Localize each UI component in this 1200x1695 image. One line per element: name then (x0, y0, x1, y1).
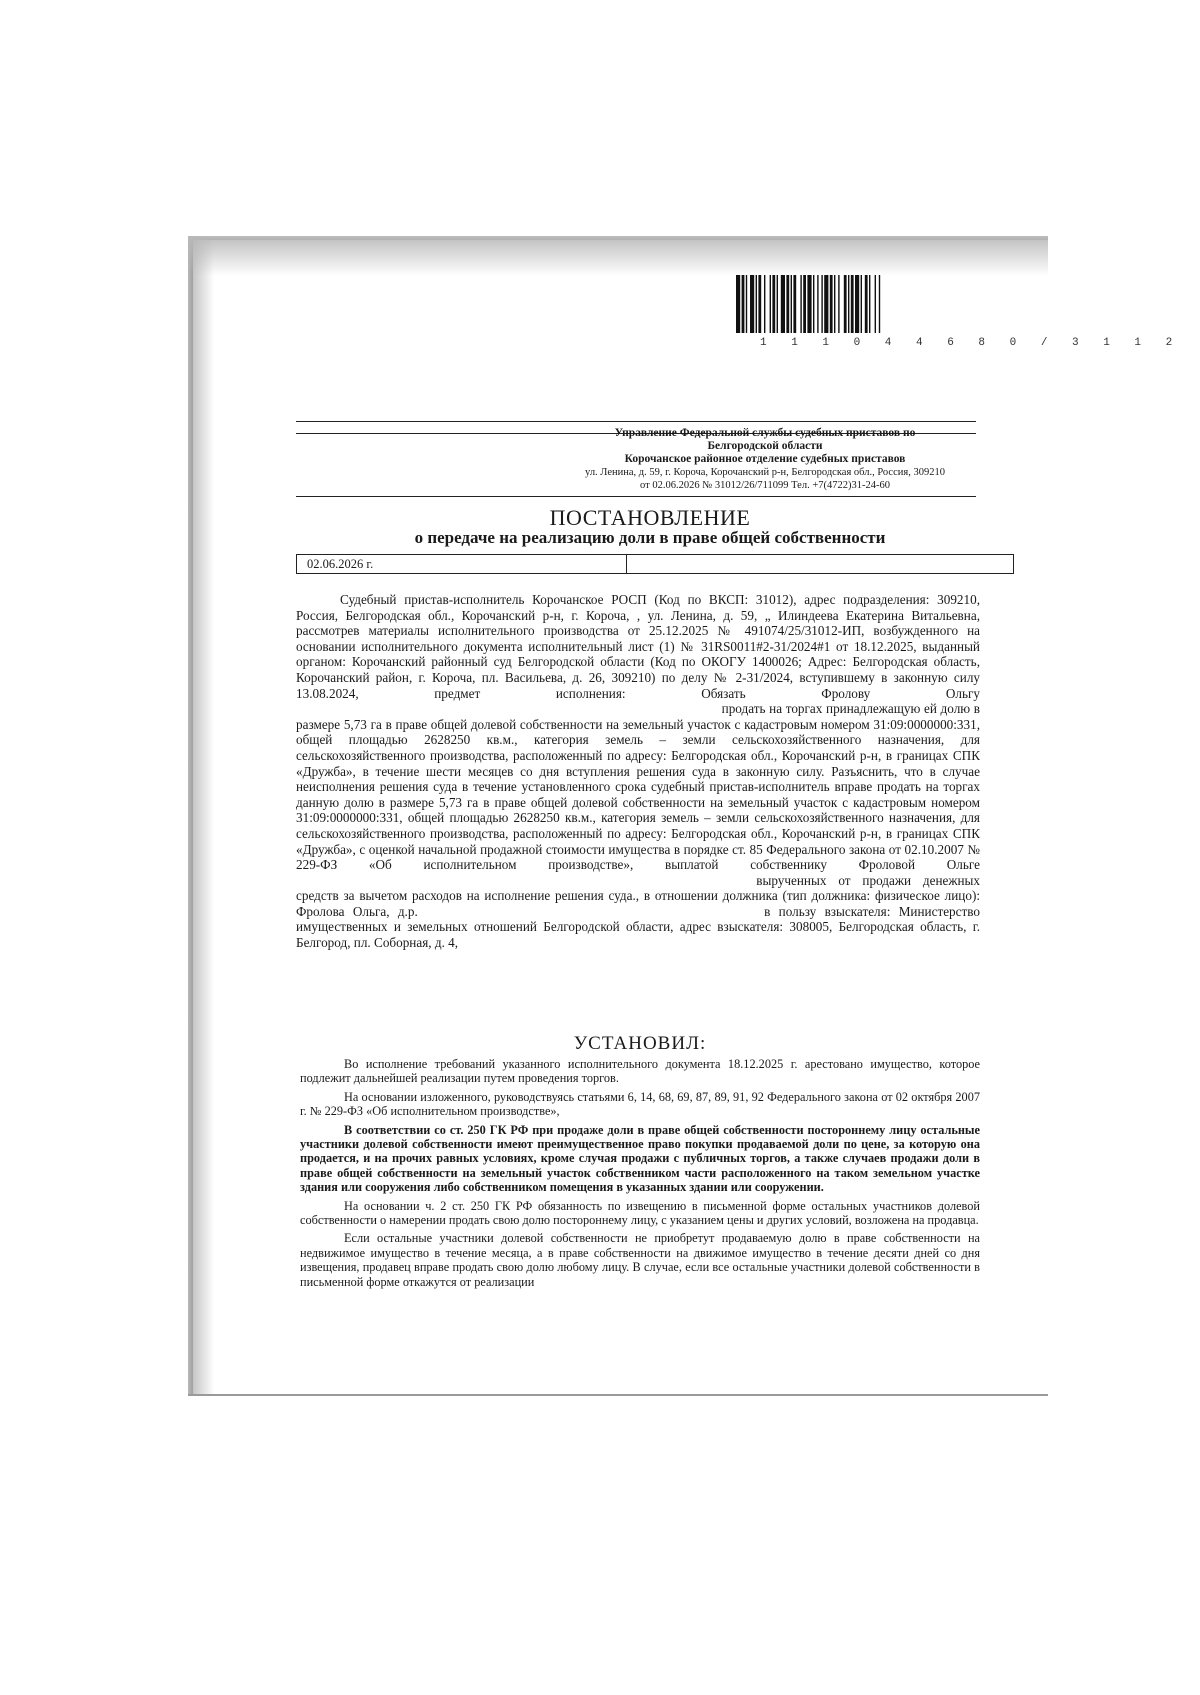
org-address: ул. Ленина, д. 59, г. Короча, Корочанский р-н, Белгородская обл., Россия, 309210 (585, 467, 945, 478)
barcode-bar (834, 275, 835, 333)
barcode-bar (875, 275, 876, 333)
established-paragraph: На основании изложенного, руководствуясь статьями 6, 14, 68, 69, 87, 89, 91, 92 Федерального закона от 02 октября 2007 г. № 229-ФЗ «Об исполнительном производстве», (300, 1089, 980, 1119)
body-paragraph-c: вырученных от продажи денежных средств за вычетом расходов на исполнение решения суда., в отношении должника (тип должника: физическое лицо): Фролова Ольга, д.р. (296, 872, 981, 919)
established-heading: УСТАНОВИЛ: (573, 1033, 707, 1054)
barcode-bar (758, 275, 761, 333)
barcode-bar (742, 275, 745, 333)
org-line2: Белгородской области (707, 440, 823, 452)
redacted-area: xxxxxxxxxxxxxxxxxxxxxxxxxxxxxxxxxxxxxxxxxxxxxxxxxxxxxxxxxxxxxxxx (296, 701, 718, 717)
body-paragraph-b: продать на торгах принадлежащую ей долю в размере 5,73 га в праве общей долевой собственности на земельный участок с кадастровым номером 31:09:0000000:331, общей площадью 2628250 кв.м., категория земель – земли сельскохозяйственного назначения, для сельскохозяйственного производства, расположенный по адресу: Белгородская обл., Корочанский р-н, в границах СПК «Дружба», в течение шести месяцев со дня вступления решения суда в законную силу. Разъяснить, что в случае неисполнения решения суда в течение установленного срока судебный пристав-исполнитель вправе продать на торгах данную долю в размере 5,73 га в праве общей долевой собственности на земельный участок с кадастровым номером 31:09:0000000:331, общей площадью 2628250 кв.м., категория земель – земли сельскохозяйственного назначения, для сельскохозяйственного производства, расположенный по адресу: Белгородская обл., Корочанский р-н, в границах СПК «Дружба», с оценкой начальной продажной стоимости имущества в порядке ст. 85 Федерального закона от 02.10.2007 № 229-ФЗ «Об исполнительном производстве», выплатой собственнику Фроловой Ольге (296, 701, 981, 873)
barcode-bar (813, 275, 814, 333)
barcode-bar (807, 275, 811, 333)
org-block (560, 427, 970, 492)
barcode-bar (800, 275, 801, 333)
barcode-bar (764, 275, 765, 333)
body-text (296, 592, 980, 951)
barcode-bar (786, 275, 789, 333)
barcode-number: 1 1 1 0 4 4 6 8 0 / 3 1 1 2 (760, 337, 1182, 349)
date-field (296, 554, 1014, 574)
header-rule-bottom (296, 496, 976, 497)
barcode-bar (793, 275, 796, 333)
scan-shadow-top (188, 236, 1048, 276)
barcode-bar (879, 275, 880, 333)
barcode-bar (803, 275, 806, 333)
body-paragraph-a: Судебный пристав-исполнитель Корочанское РОСП (Код по ВКСП: 31012), адрес подразделения: 309210, Россия, Белгородская обл., Корочанский р-н, г. Короча, , ул. Ленина, д. 59, „ Илиндеева Екатерина Витальевна, рассмотрев материалы исполнительного производства от 25.12.2025 № 491074/25/31012-ИП, возбужденного на основании исполнительного документа исполнительный лист (1) № 31RS0011#2-31/2024#1 от 18.12.2025, выданный органом: Корочанский районный суд Белгородской области (Код по ОКОГУ 1400026; Адрес: Белгородская область, Корочанский район, г. Короча, пл. Васильева, д. 26, 309210) по делу № 2-31/2024, вступившему в законную силу 13.08.2024, предмет исполнения: Обязать Фролову Ольгу (296, 592, 980, 701)
body-paragraph-d: в пользу взыскателя: Министерство имущественных и земельных отношений Белгородской области, адрес взыскателя: 308005, Белгородская область, г. Белгород, пл. Соборная, д. 4, (296, 903, 980, 951)
barcode-bar (851, 275, 854, 333)
barcode-bar (750, 275, 754, 333)
barcode-bar (746, 275, 747, 333)
barcode-bar (830, 275, 833, 333)
redacted-area-3: xxxxxxxxxxxxxxxxxxxxxxxxxxxxxxxxxxxxxxxxxxxxxxxxxx (426, 903, 756, 919)
reg-line: от 02.06.2026 № 31012/26/711099 Тел. +7(4722)31-24-60 (640, 480, 890, 491)
barcode-bar (824, 275, 828, 333)
established-paragraph: На основании ч. 2 ст. 250 ГК РФ обязанность по извещению в письменной форме остальных участников долевой собственности о намерении продать свою долю постороннему лицу, с указанием цены и других условий, возложена на продавца. (300, 1198, 980, 1228)
barcode-bar (791, 275, 792, 333)
barcode-bar (838, 275, 839, 333)
barcode-bar (756, 275, 757, 333)
barcode-bar (817, 275, 818, 333)
org-line1: Управление Федеральной службы судебных приставов по (614, 427, 916, 439)
barcode-bar (869, 275, 870, 333)
barcode-bar (865, 275, 868, 333)
established-paragraph-bold: В соответствии со ст. 250 ГК РФ при продаже доли в праве общей собственности постороннему лицу остальные участники долевой собственности имеют преимущественное право покупки продаваемой доли по цене, за которую она продается, и на прочих равных условиях, кроме случая продажи с публичных торгов, а также случаев продажи доли в праве общей собственности на земельный участок собственником части расположенного на таком земельном участке здания или сооружения либо собственником помещения в указанных здании или сооружении. (300, 1122, 980, 1195)
barcode-bar (772, 275, 775, 333)
barcode-bar (736, 275, 740, 333)
barcode (736, 275, 1004, 333)
established-paragraph: Если остальные участники долевой собственности не приобретут продаваемую долю в праве собственности на недвижимое имущество в течение месяца, а в праве собственности на движимое имущество в течение десяти дней со дня извещения, продавец вправе продать свою долю любому лицу. В случае, если все остальные участники долевой собственности в письменной форме откажутся от реализации (300, 1231, 980, 1289)
date-value: 02.06.2026 г. (297, 555, 627, 573)
barcode-bar (844, 275, 847, 333)
barcode-bar (821, 275, 822, 333)
redacted-area-2: xxxxxxxxxxxxxxxxxxxxxxxxxxxxxxxxxxxxxxxxxxxxxxxxxxxxxxxxxxxxxxxxxxxx (296, 872, 745, 888)
document-subtitle: о передаче на реализацию доли в праве общей собственности (414, 528, 886, 547)
barcode-bar (848, 275, 849, 333)
barcode-bar (781, 275, 785, 333)
scan-shadow-left (188, 236, 214, 1396)
established-text (300, 1057, 980, 1293)
barcode-bar (777, 275, 778, 333)
org-line3: Корочанское районное отделение судебных приставов (624, 453, 906, 465)
document-title: ПОСТАНОВЛЕНИЕ (549, 505, 751, 530)
barcode-bar (770, 275, 771, 333)
barcode-bar (861, 275, 862, 333)
established-paragraph: Во исполнение требований указанного исполнительного документа 18.12.2025 г. арестовано имущество, которое подлежит дальнейшей реализации путем проведения торгов. (300, 1057, 980, 1086)
header-rule-top (296, 421, 976, 422)
barcode-bar (855, 275, 859, 333)
scan-bottom-edge (188, 1394, 1048, 1396)
